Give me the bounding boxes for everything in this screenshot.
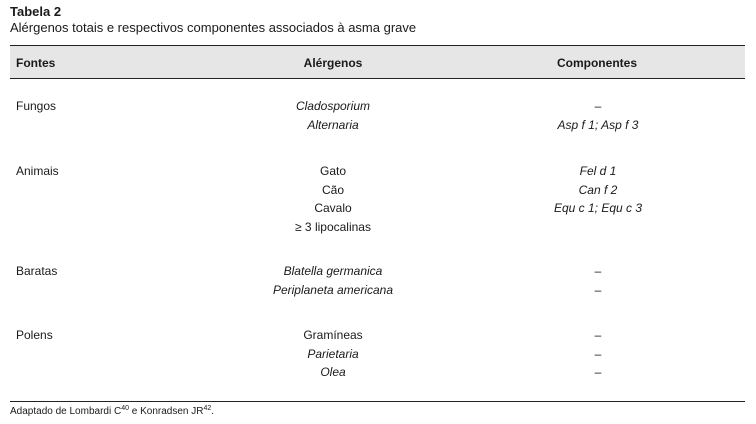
table-row [10, 326, 745, 345]
source-label: Fungos [16, 99, 57, 113]
table-row [10, 262, 745, 281]
table-footnote [10, 405, 214, 417]
table-row [10, 345, 745, 364]
allergen-cell: Cavalo [314, 201, 352, 215]
allergen-cell: Cladosporium [295, 99, 371, 113]
allergen-cell: Parietaria [307, 346, 359, 361]
source-label: Baratas [16, 264, 58, 278]
allergen-cell: Gato [319, 164, 346, 178]
footnote-prefix: Adaptado de Lombardi C [10, 406, 122, 417]
allergen-cell: Olea [320, 365, 346, 379]
component-cell: – [594, 282, 602, 297]
footnote-middle: e Konradsen JR [128, 406, 204, 417]
table-caption-title: Alérgenos totais e respectivos componentes associados à asma grave [10, 20, 417, 35]
table-row [10, 199, 745, 218]
table-body [10, 79, 745, 401]
allergen-cell: Cão [321, 182, 344, 197]
group-baratas [10, 262, 745, 299]
allergen-cell: Alternaria [307, 117, 359, 132]
table-bottom-rule [10, 401, 745, 402]
header-componentes: Componentes [556, 56, 637, 70]
component-cell: Fel d 1 [579, 164, 617, 178]
table-row [10, 363, 745, 382]
header-fontes: Fontes [16, 56, 56, 70]
table-row [10, 281, 745, 300]
table-row [10, 181, 745, 200]
allergen-cell: ≥ 3 lipocalinas [295, 219, 371, 234]
table-caption-label: Tabela 2 [10, 4, 62, 19]
header-alergenos: Alérgenos [303, 56, 363, 70]
table-row [10, 162, 745, 181]
component-cell: – [594, 264, 602, 278]
footnote-suffix: . [211, 406, 215, 417]
allergen-cell: Gramíneas [303, 328, 363, 342]
component-cell: – [594, 346, 602, 361]
component-cell: – [594, 328, 602, 342]
group-fungos [10, 97, 745, 134]
footnote-ref-42: 42 [203, 405, 212, 412]
component-cell: – [594, 365, 602, 379]
table-header [10, 45, 745, 79]
component-cell: – [594, 99, 602, 113]
group-polens [10, 326, 745, 382]
component-cell: Can f 2 [578, 182, 618, 197]
table-row [10, 218, 745, 237]
allergen-cell: Periplaneta americana [272, 282, 394, 297]
component-cell: Asp f 1; Asp f 3 [557, 117, 639, 132]
footnote-ref-40: 40 [121, 405, 129, 412]
source-label: Animais [16, 164, 59, 178]
allergen-cell: Blatella germanica [283, 264, 383, 278]
component-cell: Equ c 1; Equ c 3 [553, 201, 643, 215]
source-label: Polens [16, 328, 53, 342]
table-row [10, 97, 745, 116]
group-animais [10, 162, 745, 236]
table-row [10, 116, 745, 135]
